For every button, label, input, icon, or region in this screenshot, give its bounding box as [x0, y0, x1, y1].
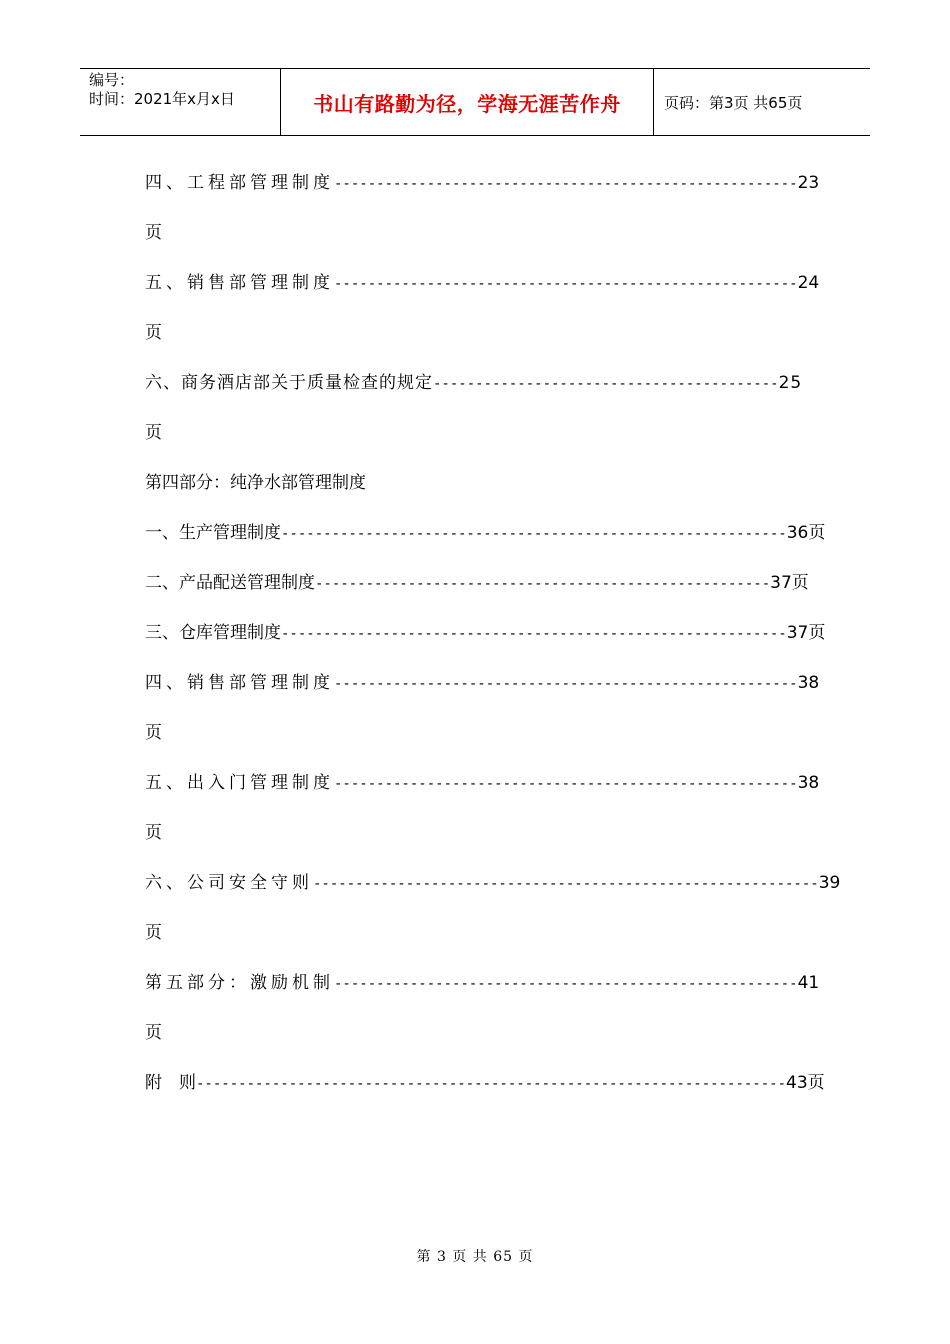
toc-page-number: 37页: [786, 623, 826, 643]
toc-leader: ------------------------------------------------------------: [281, 526, 787, 542]
document-date: 时间：2021年x月x日: [89, 90, 235, 108]
toc-entry-label: 第五部分：激励机制: [145, 973, 334, 993]
toc-entry-label: 六、公司安全守则: [145, 873, 313, 893]
toc-entry-wrap: [145, 920, 162, 946]
toc-leader: ------------------------------------------------------------: [281, 626, 787, 642]
toc-entry[interactable]: [145, 270, 819, 296]
toc-leader: -------------------------------------------------------: [334, 776, 798, 792]
toc-entry[interactable]: [145, 670, 819, 696]
page-footer: 第 3 页 共 65 页: [416, 1249, 534, 1265]
toc-page-suffix: 页: [145, 1023, 162, 1043]
page-header: [80, 68, 870, 136]
toc-entry[interactable]: [145, 870, 840, 896]
toc-entry[interactable]: [145, 770, 819, 796]
toc-entry-label: 四、工程部管理制度: [145, 173, 334, 193]
toc-leader: ----------------------------------------------------------------------: [196, 1076, 787, 1092]
toc-entry-label: 四、销售部管理制度: [145, 673, 334, 693]
toc-entry-wrap: [145, 220, 162, 246]
toc-entry-label: 二、产品配送管理制度: [145, 573, 315, 593]
toc-leader: -------------------------------------------------------: [334, 976, 798, 992]
toc-page-number: 43页: [786, 1073, 825, 1093]
toc-leader: -------------------------------------------------------: [334, 676, 798, 692]
toc-entry-wrap: [145, 820, 162, 846]
document-number-label: 编号：: [89, 71, 135, 89]
toc-page-number: 38: [797, 773, 820, 793]
header-meta: [80, 69, 281, 135]
toc-page-number: 23: [797, 173, 820, 193]
toc-entry-label: 一、生产管理制度: [145, 523, 281, 543]
toc-page-number: 38: [797, 673, 820, 693]
toc-page-suffix: 页: [145, 723, 162, 743]
toc-entry-wrap: [145, 320, 162, 346]
toc-page-number: 39: [818, 873, 841, 893]
toc-section-title: 第四部分：纯净水部管理制度: [145, 473, 366, 493]
toc-page-number: 25: [778, 373, 803, 393]
toc-leader: ------------------------------------------------------------: [313, 876, 819, 892]
toc-entry[interactable]: [145, 620, 825, 646]
toc-page-suffix: 页: [145, 823, 162, 843]
header-page-cell: [654, 69, 870, 135]
toc-page-number: 41: [797, 973, 820, 993]
toc-entry-wrap: [145, 1020, 162, 1046]
toc-entry-label: 五、出入门管理制度: [145, 773, 334, 793]
toc-entry[interactable]: [145, 170, 819, 196]
header-motto-cell: [281, 69, 654, 135]
toc-entry[interactable]: [145, 570, 809, 596]
toc-page-suffix: 页: [145, 323, 162, 343]
toc-leader: -------------------------------------------------------: [334, 176, 798, 192]
toc-leader: ------------------------------------------------------: [315, 576, 771, 592]
toc-page-suffix: 页: [145, 223, 162, 243]
toc-leader: -----------------------------------------: [433, 376, 779, 392]
toc-entry[interactable]: [145, 1070, 825, 1096]
toc-entry-wrap: [145, 720, 162, 746]
toc-entry-label: 附 则: [145, 1073, 196, 1093]
toc-page-number: 24: [797, 273, 820, 293]
toc-entry[interactable]: [145, 970, 819, 996]
toc-page-suffix: 页: [145, 423, 162, 443]
toc-entry-label: 三、仓库管理制度: [145, 623, 281, 643]
toc-entry-wrap: [145, 420, 162, 446]
toc-page-number: 37页: [770, 573, 809, 593]
header-page-info: 页码：第3页 共65页: [664, 93, 803, 112]
toc-leader: -------------------------------------------------------: [334, 276, 798, 292]
toc-entry-label: 六、商务酒店部关于质量检查的规定: [145, 373, 433, 393]
toc-page-suffix: 页: [145, 923, 162, 943]
toc-page-number: 36页: [786, 523, 826, 543]
toc-entry[interactable]: [145, 370, 802, 396]
toc-entry[interactable]: [145, 520, 825, 546]
toc-entry-label: 五、销售部管理制度: [145, 273, 334, 293]
header-motto: 书山有路勤为径，学海无涯苦作舟: [313, 91, 621, 116]
toc-section-heading: [145, 470, 366, 496]
